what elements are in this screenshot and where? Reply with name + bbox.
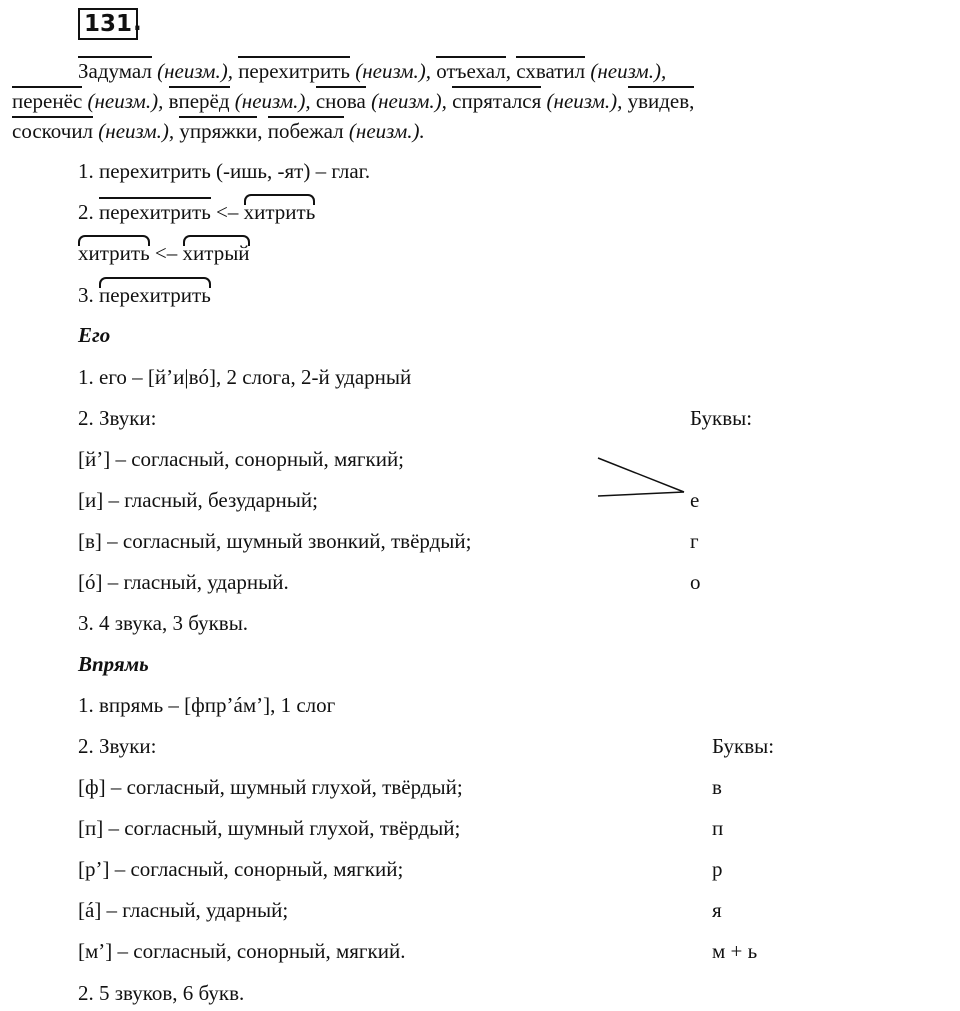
ego-sound-4: [ó] – гласный, ударный.	[78, 570, 289, 594]
section-header-vpryam: Впрямь	[78, 652, 149, 676]
analyzed-word: упряжки	[179, 116, 257, 143]
analysis-word-khitryi: хитрый	[182, 241, 250, 265]
vpryam-summary: 2. 5 звуков, 6 букв.	[78, 981, 245, 1005]
analyzed-word: побежал	[268, 116, 344, 143]
analysis-line-1: 1. перехитрить (-ишь, -ят) – глаг.	[78, 159, 371, 183]
vpryam-sound-4: [á] – гласный, ударный;	[78, 898, 289, 922]
ego-letters-label: Буквы:	[690, 406, 753, 430]
analyzed-word: спрятался	[452, 86, 541, 113]
punctuation: ,	[257, 119, 268, 143]
analyzed-word: Задумал	[78, 56, 152, 83]
vpryam-sound-5: [м’] – согласный, сонорный, мягкий.	[78, 939, 406, 963]
derivation-arrow: <–	[210, 200, 244, 224]
grammar-note: (неизм.),	[229, 89, 316, 113]
analysis-word-khitrit: хитрить	[243, 200, 316, 224]
vpryam-letter-1: в	[712, 775, 722, 799]
sound-letter-connector	[596, 456, 688, 500]
vpryam-sounds-label: 2. Звуки:	[78, 734, 157, 758]
analysis-word-perekhitrit-2: перехитрить	[99, 283, 211, 307]
analyzed-word: увидев,	[628, 86, 695, 113]
vpryam-letter-2: п	[712, 816, 724, 840]
analyzed-word: вперёд	[169, 86, 230, 113]
analyzed-word: перехитрить	[238, 56, 350, 83]
grammar-note: (неизм.),	[93, 119, 180, 143]
vpryam-letters-label: Буквы:	[712, 734, 775, 758]
vpryam-sound-1: [ф] – согласный, шумный глухой, твёрдый;	[78, 775, 463, 799]
grammar-note: (неизм.),	[349, 59, 437, 83]
ego-summary: 3. 4 звука, 3 буквы.	[78, 611, 249, 635]
punctuation: ,	[505, 59, 517, 83]
section-header-ego: Его	[78, 323, 111, 347]
ego-letter-2: г	[690, 529, 699, 553]
ego-sound-3: [в] – согласный, шумный звонкий, твёрдый;	[78, 529, 472, 553]
analyzed-word: соскочил	[12, 116, 93, 143]
analysis-line-4-prefix: 3.	[78, 283, 99, 307]
ego-letter-1: е	[690, 488, 700, 512]
exercise-number-dot: .	[133, 10, 142, 36]
analyzed-word: отъехал	[436, 56, 506, 83]
vpryam-letter-5: м + ь	[712, 939, 758, 963]
analysis-line-2	[78, 199, 315, 225]
ego-sound-2: [и] – гласный, безударный;	[78, 488, 318, 512]
grammar-note: (неизм.).	[343, 119, 425, 143]
vpryam-sound-2: [п] – согласный, шумный глухой, твёрдый;	[78, 816, 461, 840]
analysis-line-4	[78, 282, 211, 308]
paragraph-line-1	[78, 58, 666, 84]
ego-sound-1: [й’] – согласный, сонорный, мягкий;	[78, 447, 405, 471]
analysis-line-3	[78, 240, 250, 266]
paragraph-line-2	[12, 88, 694, 114]
vpryam-letter-4: я	[712, 898, 722, 922]
vpryam-sound-3: [р’] – согласный, сонорный, мягкий;	[78, 857, 404, 881]
exercise-number: 131	[78, 8, 138, 40]
analysis-word-perekhitrit: перехитрить	[99, 197, 211, 224]
paragraph-line-3	[12, 118, 425, 144]
ego-transcription: 1. его – [й’и|вó], 2 слога, 2-й ударный	[78, 365, 412, 389]
grammar-note: (неизм.),	[541, 89, 628, 113]
analysis-line-2-prefix: 2.	[78, 200, 99, 224]
ego-letter-3: о	[690, 570, 701, 594]
grammar-note: (неизм.),	[82, 89, 169, 113]
grammar-note: (неизм.),	[151, 59, 239, 83]
grammar-note: (неизм.),	[365, 89, 453, 113]
analysis-word-khitrit-2: хитрить	[78, 241, 150, 265]
vpryam-letter-3: р	[712, 857, 723, 881]
ego-sounds-label: 2. Звуки:	[78, 406, 157, 430]
analyzed-word: снова	[316, 86, 366, 113]
vpryam-transcription: 1. впрямь – [фпр’áм’], 1 слог	[78, 693, 336, 717]
grammar-note: (неизм.),	[585, 59, 667, 83]
analyzed-word: схватил	[516, 56, 585, 83]
derivation-arrow-2: <–	[149, 241, 183, 265]
analyzed-word: перенёс	[12, 86, 82, 113]
